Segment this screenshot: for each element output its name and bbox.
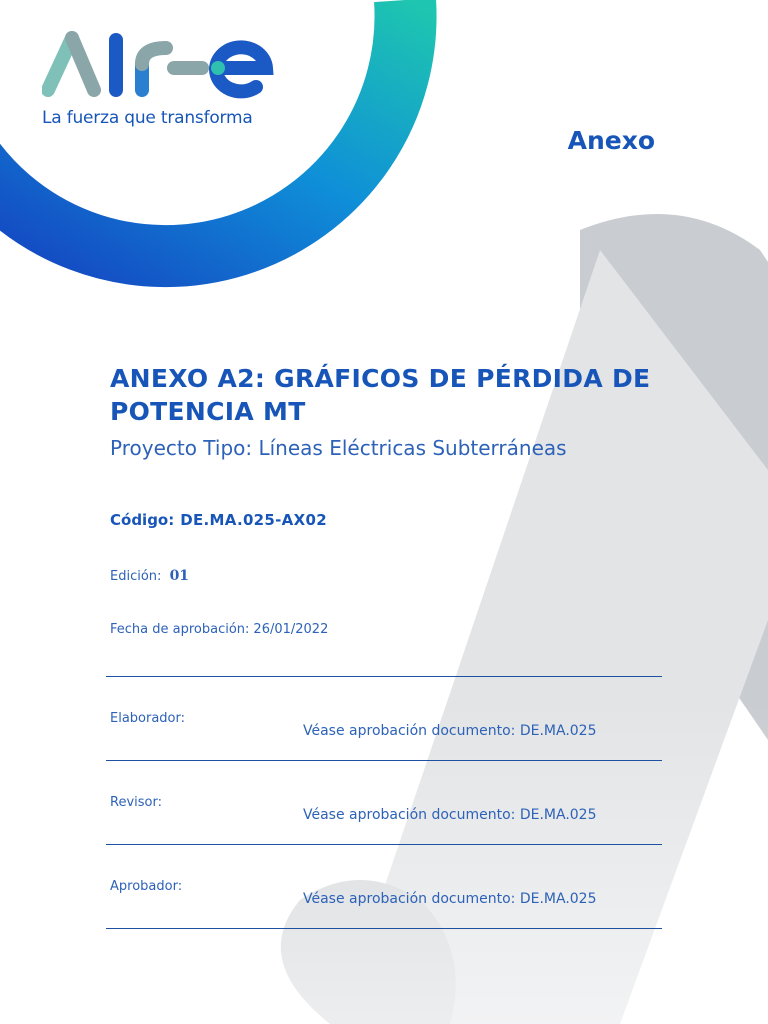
signature-value: Véase aprobación documento: DE.MA.025: [303, 807, 597, 823]
approval-date-value: 26/01/2022: [253, 622, 329, 637]
company-logo: [42, 30, 274, 100]
document-title: ANEXO A2: GRÁFICOS DE PÉRDIDA DE POTENCIA MT: [110, 364, 651, 426]
signature-value: Véase aprobación documento: DE.MA.025: [303, 723, 597, 739]
approval-date-row: [110, 622, 328, 637]
signature-table: [106, 676, 662, 929]
edition-value: 01: [169, 568, 190, 584]
code-value: DE.MA.025-AX02: [180, 511, 327, 529]
signature-row-aprobador: [106, 844, 662, 929]
tagline: La fuerza que transforma: [42, 108, 253, 128]
signature-label: Elaborador:: [110, 711, 186, 726]
code-label: Código:: [110, 511, 175, 529]
signature-value: Véase aprobación documento: DE.MA.025: [303, 891, 597, 907]
document-subtitle: Proyecto Tipo: Líneas Eléctricas Subterráneas: [110, 436, 567, 460]
signature-label: Revisor:: [110, 795, 162, 810]
edition-label: Edición:: [110, 569, 162, 584]
edition-row: [110, 568, 189, 584]
signature-label: Aprobador:: [110, 879, 183, 894]
code-row: [110, 511, 327, 529]
signature-row-elaborador: [106, 676, 662, 760]
approval-date-label: Fecha de aprobación:: [110, 622, 250, 637]
document-type: Anexo: [567, 126, 655, 155]
signature-row-revisor: [106, 760, 662, 844]
